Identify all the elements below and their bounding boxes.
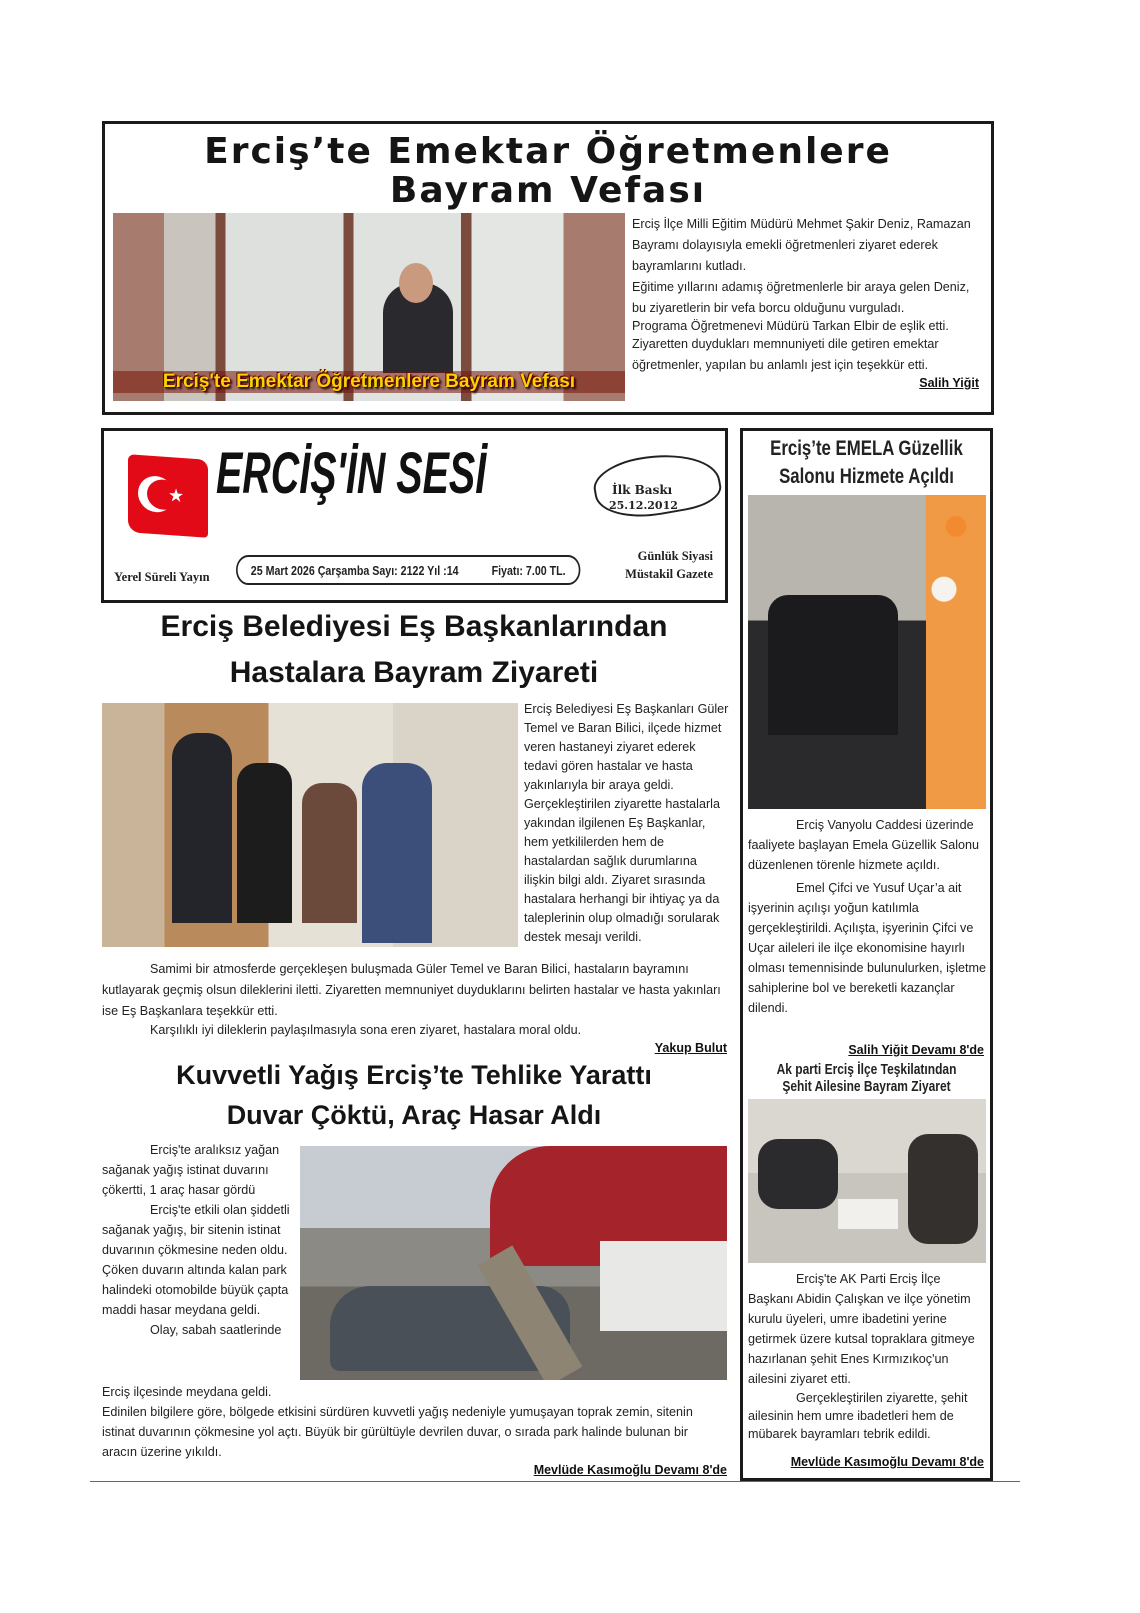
headline-line1: Erciş’te Emektar Öğretmenlere xyxy=(204,131,892,172)
sidebar1-headline xyxy=(743,435,990,491)
headline-line1: Kuvvetli Yağış Erciş’te Tehlike Yarattı xyxy=(176,1060,652,1090)
local-periodical-label: Yerel Süreli Yayın xyxy=(114,570,210,584)
collapsed-wall-photo xyxy=(300,1146,727,1380)
paragraph: Erciş Vanyolu Caddesi üzerinde faaliyete başlayan Emela Güzellik Salonu düzenlenen törenle hizmete açıldı. xyxy=(748,818,980,872)
paragraph: Gerçekleştirilen ziyarette hastalarla yakından ilgilenen Eş Başkanlar, hem yetkililerden hem de hastalardan sağlık durumlarına ilişkin bilgi aldı. Ziyaret sırasında hastalara herhangi bir ihtiyaç ya da taleplerinin olup olmadığı sorularak destek mesajı verildi. xyxy=(524,797,720,944)
headline-line2: Şehit Ailesine Bayram Ziyaret xyxy=(782,1078,951,1095)
bottom-rule xyxy=(90,1481,1020,1482)
byline: Mevlüde Kasımoğlu Devamı 8'de xyxy=(790,1455,984,1469)
paragraph: Erciş'te aralıksız yağan sağanak yağış istinat duvarını çökertti, 1 araç hasar gördü xyxy=(102,1143,280,1197)
headline-line2: Salonu Hizmete Açıldı xyxy=(779,465,954,488)
byline: Salih Yiğit Devamı 8'de xyxy=(848,1043,984,1057)
headline-line2: Bayram Vefası xyxy=(389,170,707,211)
paragraph: Olay, sabah saatlerinde xyxy=(150,1323,282,1337)
paragraph: Emel Çifci ve Yusuf Uçar’a ait işyerinin açılışı yoğun katılımla gerçekleştirildi. Açılışta, işyerinin Çifci ve Uçar aileleri ile ilçe ekonomisine hayırlı olması temennisinde bulunulurken, işletme sahiplerine bol ve bereketli kazançlar dilendi. xyxy=(748,881,987,1015)
daily-political-label: Günlük Siyasi xyxy=(637,549,713,563)
paragraph: Erciş'te etkili olan şiddetli sağanak yağış, bir sitenin istinat duvarının çökmesine neden oldu. Çöken duvarın altında kalan park halindeki otomobilde büyük çapta maddi hasar meydana geldi. xyxy=(102,1203,290,1317)
paragraph: Erciş ilçesinde meydana geldi. xyxy=(102,1385,272,1399)
paragraph: Eğitime yıllarını adamış öğretmenlerle bir araya gelen Deniz, bu ziyaretlerin bir vefa borcu olduğunu vurguladı. xyxy=(632,280,970,315)
headline-line2: Duvar Çöktü, Araç Hasar Aldı xyxy=(226,1100,602,1130)
independent-paper-label: Müstakil Gazete xyxy=(625,567,713,581)
masthead xyxy=(101,428,728,603)
first-print-date: 25.12.2012 xyxy=(609,499,678,512)
article-text xyxy=(102,1140,297,1340)
paragraph: Erciş Belediyesi Eş Başkanları Güler Temel ve Baran Bilici, ilçede hizmet veren hastaneyi ziyaret ederek tedavi gören hastalar ve hasta yakınlarıyla bir araya geldi. xyxy=(524,702,729,792)
headline-line1: Erciş’te EMELA Güzellik xyxy=(770,437,963,460)
salon-opening-photo xyxy=(748,495,986,809)
article-text xyxy=(632,214,982,376)
sidebar-column xyxy=(740,428,993,1481)
article-text-full xyxy=(102,959,726,1039)
paragraph: Edinilen bilgilere göre, bölgede etkisini sürdüren kuvvetli yağış nedeniyle yumuşayan toprak zemin, sitenin istinat duvarının çökmesine yol açtı. Büyük bir gürültüyle devrilen duvar, o sırada park halinde bulunan bir aracın üzerine yıkıldı. xyxy=(102,1405,693,1459)
paragraph: Karşılıklı iyi dileklerin paylaşılmasıyla sona eren ziyaret, hastalara moral oldu. xyxy=(150,1023,582,1037)
sidebar2-headline xyxy=(743,1061,990,1095)
headline-line1: Ak parti Erciş İlçe Teşkilatından xyxy=(776,1061,957,1078)
photo-caption: Erciş'te Emektar Öğretmenlere Bayram Vefası xyxy=(113,371,625,393)
issue-info-pill xyxy=(236,555,580,585)
party-visit-photo xyxy=(748,1099,986,1263)
article-teachers xyxy=(102,121,994,415)
byline: Salih Yiğit xyxy=(919,376,979,390)
byline: Mevlüde Kasımoğlu Devamı 8'de xyxy=(533,1463,727,1477)
article-text-full xyxy=(102,1382,726,1462)
paragraph: Erciş İlçe Milli Eğitim Müdürü Mehmet Şakir Deniz, Ramazan Bayramı dolayısıyla emekli öğretmenleri ziyaret ederek bayramlarını kutladı. xyxy=(632,217,971,273)
sidebar2-text xyxy=(748,1269,988,1443)
article-text xyxy=(524,700,730,947)
paragraph: Gerçekleştirilen ziyarette, şehit ailesinin hem umre ibadetleri hem de mübarek bayramları tebrik edildi. xyxy=(748,1391,968,1441)
headline-line2: Hastalara Bayram Ziyareti xyxy=(229,656,599,689)
paragraph: Ziyaretten duydukları memnuniyeti dile getiren emektar öğretmenler, yapılan bu anlamlı jest için teşekkür etti. xyxy=(632,337,939,372)
paragraph: Samimi bir atmosferde gerçekleşen buluşmada Güler Temel ve Baran Bilici, hastaların bayramını kutlayarak geçmiş olsun dileklerini iletti. Ziyaretten memnuniyet duyduklarını belirten hastalar ve hasta yakınları ise Eş Başkanlara teşekkür etti. xyxy=(102,962,721,1018)
sidebar1-text xyxy=(748,815,988,1018)
paragraph: Programa Öğretmenevi Müdürü Tarkan Elbir de eşlik etti. xyxy=(632,319,949,333)
paragraph: Erciş'te AK Parti Erciş İlçe Başkanı Abidin Çalışkan ve ilçe yönetim kurulu üyeleri, umre ibadetini yerine getirmek üzere kutsal topraklara gitmeye hazırlanan şehit Enes Kırmızıkoç'un ailesini ziyaret etti. xyxy=(748,1272,975,1386)
headline-line1: Erciş Belediyesi Eş Başkanlarından xyxy=(160,610,668,643)
issue-info: 25 Mart 2026 Çarşamba Sayı: 2122 Yıl :14 xyxy=(250,562,459,578)
price: Fiyatı: 7.00 TL. xyxy=(491,562,566,578)
newspaper-title: ERCİŞ'İN SESİ xyxy=(216,441,487,506)
first-print-label: İlk Baskı xyxy=(612,483,673,497)
teachers-photo xyxy=(113,213,625,401)
byline: Yakup Bulut xyxy=(654,1041,727,1055)
turkish-flag-icon: ★ xyxy=(128,454,208,538)
hospital-visit-photo xyxy=(102,703,518,947)
